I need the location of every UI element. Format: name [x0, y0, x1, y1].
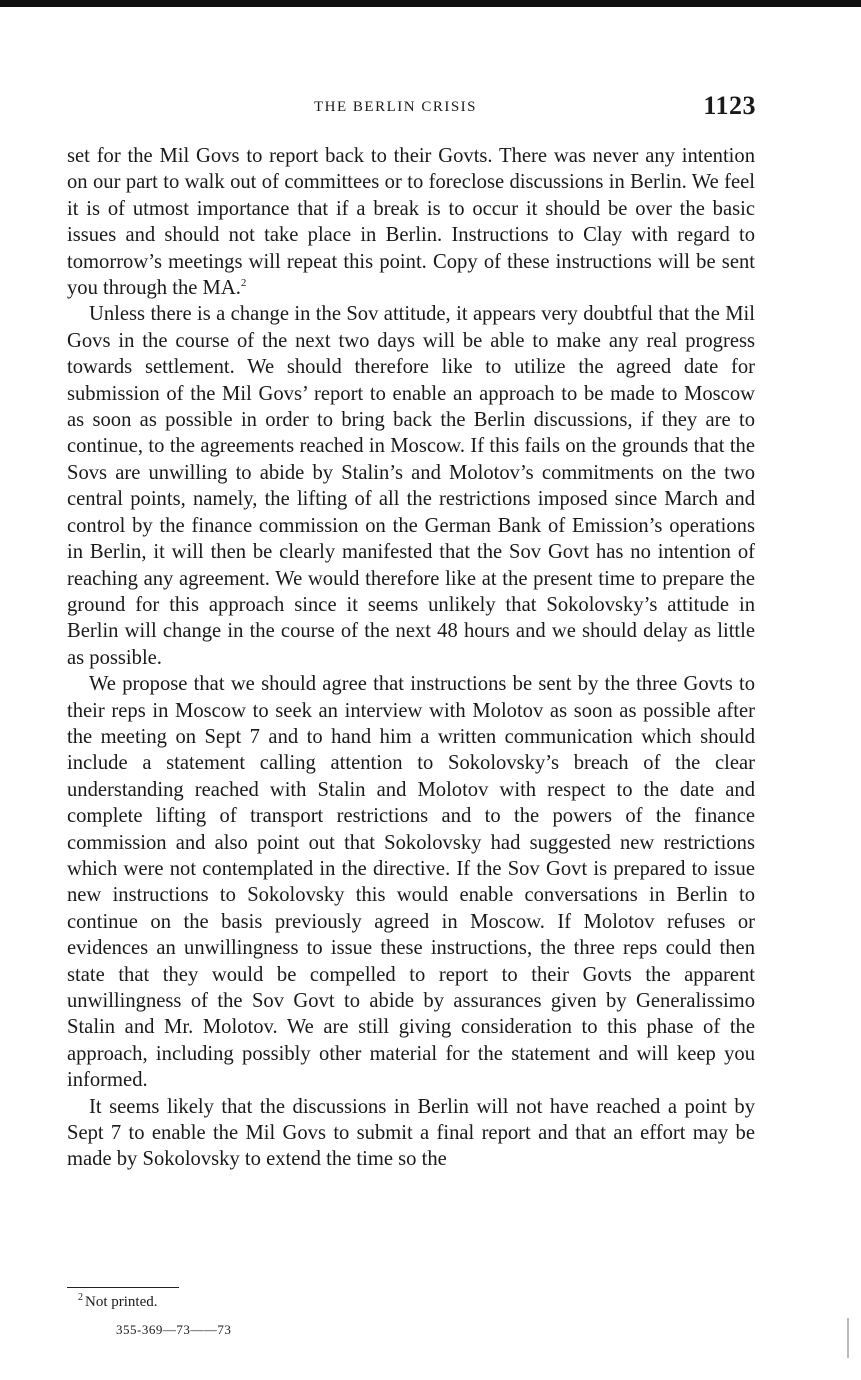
running-title: THE BERLIN CRISIS	[314, 99, 478, 115]
paragraph-text: set for the Mil Govs to report back to their Govts. There was never any intention on our part to walk out of committees or to foreclose discussions in Berlin. We feel it is of utmost importance that if a break is to occur it should be over the basic issues and should not take place in Berlin. Instructions to Clay with regard to tomorrow’s meetings will repeat this point. Copy of these instructions will be sent you through the MA.	[67, 145, 755, 300]
footnote-divider	[67, 1287, 179, 1288]
page-number: 1123	[703, 91, 756, 120]
running-header	[0, 91, 861, 125]
footnote-reference: 2	[240, 277, 247, 290]
page-edge-mark	[847, 1318, 849, 1358]
paragraph: We propose that we should agree that instructions be sent by the three Govts to their reps in Moscow to seek an interview with Molotov as soon as possible after the meeting on Sept 7 and to hand him a written communication which should include a statement calling attention to Sokolovsky’s breach of the clear understanding reached with Stalin and Molotov with respect to the date and complete lifting of transport restrictions and to the powers of the finance commission and also point out that Sokolovsky had suggested new restrictions which were not contemplated in the directive. If the Sov Govt is prepared to issue new instructions to Sokolovsky this would enable conversations in Berlin to continue on the basis previously agreed in Moscow. If Molotov refuses or evidences an unwillingness to issue these instructions, the three reps could then state that they would be compelled to report to their Govts the apparent unwillingness of the Sov Govt to abide by assurances given by Generalissimo Stalin and Mr. Molotov. We are still giving consideration to this phase of the approach, including possibly other material for the statement and will keep you informed.	[67, 673, 755, 1092]
footnote-marker: 2	[78, 1292, 83, 1303]
paragraph: It seems likely that the discussions in Berlin will not have reached a point by Sept 7 to enable the Mil Govs to submit a final report and that an effort may be made by Sokolovsky to extend the time so the	[67, 1095, 755, 1171]
page-top-edge	[0, 0, 861, 7]
footnote-text: Not printed.	[85, 1294, 158, 1310]
body-text	[67, 143, 755, 1173]
paragraph	[67, 143, 755, 301]
print-code: 355-369—73——73	[116, 1322, 232, 1337]
footnote	[78, 1294, 158, 1311]
paragraph: Unless there is a change in the Sov attitude, it appears very doubtful that the Mil Govs in the course of the next two days will be able to make any real progress towards settlement. We should therefore like to utilize the agreed date for submission of the Mil Govs’ report to enable an approach to be made to Moscow as soon as possible in order to bring back the Berlin discussions, if they are to continue, to the agreements reached in Moscow. If this fails on the grounds that the Sovs are unwilling to abide by Stalin’s and Molotov’s commitments on the two central points, namely, the lifting of all the restrictions imposed since March and control by the finance commission on the German Bank of Emission’s operations in Berlin, it will then be clearly manifested that the Sov Govt has no intention of reaching any agreement. We would therefore like at the present time to prepare the ground for this approach since it seems unlikely that Sokolovsky’s attitude in Berlin will change in the course of the next 48 hours and we should delay as little as possible.	[67, 303, 755, 669]
